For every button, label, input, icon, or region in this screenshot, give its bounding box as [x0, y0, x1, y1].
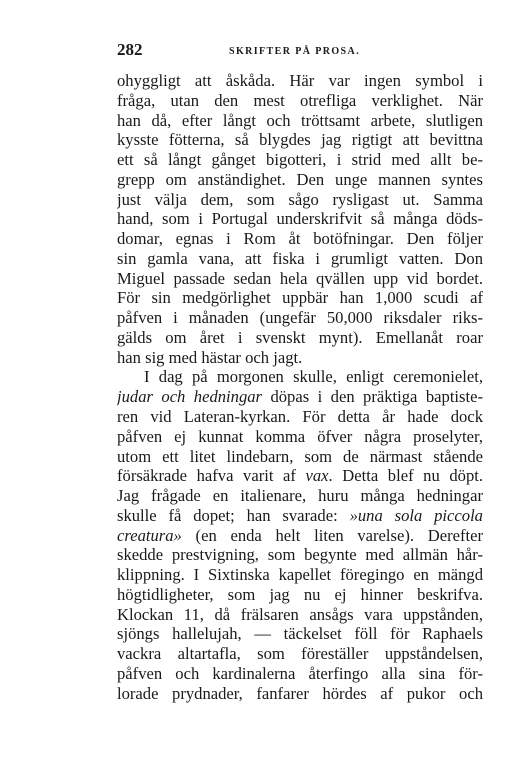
- text-line: För sin medgörlighet uppbär han 1,000 scudi af: [117, 288, 483, 308]
- italic-quote: creatura»: [117, 525, 182, 545]
- text-line: utom ett litet lindebarn, som de närmast stående: [117, 446, 483, 466]
- text-line: [117, 526, 483, 546]
- text-line: gälds om året i svenskt mynt). Emellanåt roar: [117, 327, 483, 347]
- text-segment: . Detta blef nu döpt.: [328, 466, 483, 486]
- text-line: [117, 387, 483, 407]
- paragraph-2: [117, 367, 483, 703]
- text-line: just välja dem, som sågo rysligast ut. Samma: [117, 189, 483, 209]
- text-line: [117, 506, 483, 526]
- body-text: [117, 71, 483, 704]
- text-segment: försäkrade hafva varit af: [117, 466, 306, 486]
- text-line: påfven i månaden (ungefär 50,000 riksdaler riks-: [117, 308, 483, 328]
- text-line: skedde prestvigning, som begynte med allmän hår-: [117, 545, 483, 565]
- text-line: ett så långt gånget bigotteri, i strid med allt be-: [117, 150, 483, 170]
- italic-quote: »una sola piccola: [349, 505, 483, 525]
- italic-phrase: judar och hedningar: [117, 387, 263, 407]
- italic-word: vax: [305, 466, 329, 486]
- text-line: domar, egnas i Rom åt botöfningar. Den följer: [117, 229, 483, 249]
- text-line: högtidligheter, som jag nu ej hinner beskrifva.: [117, 584, 483, 604]
- text-line: han då, efter långt och tröttsamt arbete, slutligen: [117, 110, 483, 130]
- text-line: fråga, utan den mest otrefliga verklighet. När: [117, 90, 483, 110]
- text-line: sjöngs hallelujah, — täckelset föll för Raphaels: [117, 624, 483, 644]
- text-line: klippning. I Sixtinska kapellet föregingo en mängd: [117, 565, 483, 585]
- text-segment: döpas i den präktiga baptiste-: [262, 387, 483, 407]
- text-line: [117, 466, 483, 486]
- page-header: [117, 40, 483, 64]
- text-line: påfven ej kunnat komma öfver några proselyter,: [117, 426, 483, 446]
- page-number: 282: [117, 40, 143, 59]
- text-segment: (en enda helt liten varelse). Derefter: [181, 525, 483, 545]
- text-line: sin gamla vana, att fiska i grumligt vatten. Don: [117, 248, 483, 268]
- text-line: vackra altartafla, som föreställer uppståndelsen,: [117, 644, 483, 664]
- paragraph-1: [117, 71, 483, 367]
- text-line: ren vid Lateran-kyrkan. För detta år hade dock: [117, 407, 483, 427]
- text-line: kysste fötterna, så blygdes jag rigtigt att bevittna: [117, 130, 483, 150]
- text-line: ohyggligt att åskåda. Här var ingen symbol i: [117, 71, 483, 90]
- text-line: grepp om anständighet. Den unge mannen syntes: [117, 169, 483, 189]
- text-line: Klockan 11, då frälsaren ansågs vara uppstånden,: [117, 604, 483, 624]
- text-line: han sig med hästar och jagt.: [117, 347, 303, 367]
- text-line: I dag på morgonen skulle, enligt ceremonielet,: [144, 367, 483, 387]
- text-line: hand, som i Portugal underskrifvit så många döds-: [117, 209, 483, 229]
- text-line: lorade prydnader, fanfarer hördes af pukor och: [117, 683, 483, 703]
- text-segment: skulle få dopet; han svarade:: [117, 505, 350, 525]
- text-line: Miguel passade sedan hela qvällen upp vid bordet.: [117, 268, 483, 288]
- running-head: SKRIFTER PÅ PROSA.: [229, 46, 361, 57]
- text-line: Jag frågade en italienare, huru många hedningar: [117, 486, 483, 506]
- text-line: påfven och kardinalerna återfingo alla sina för-: [117, 663, 483, 683]
